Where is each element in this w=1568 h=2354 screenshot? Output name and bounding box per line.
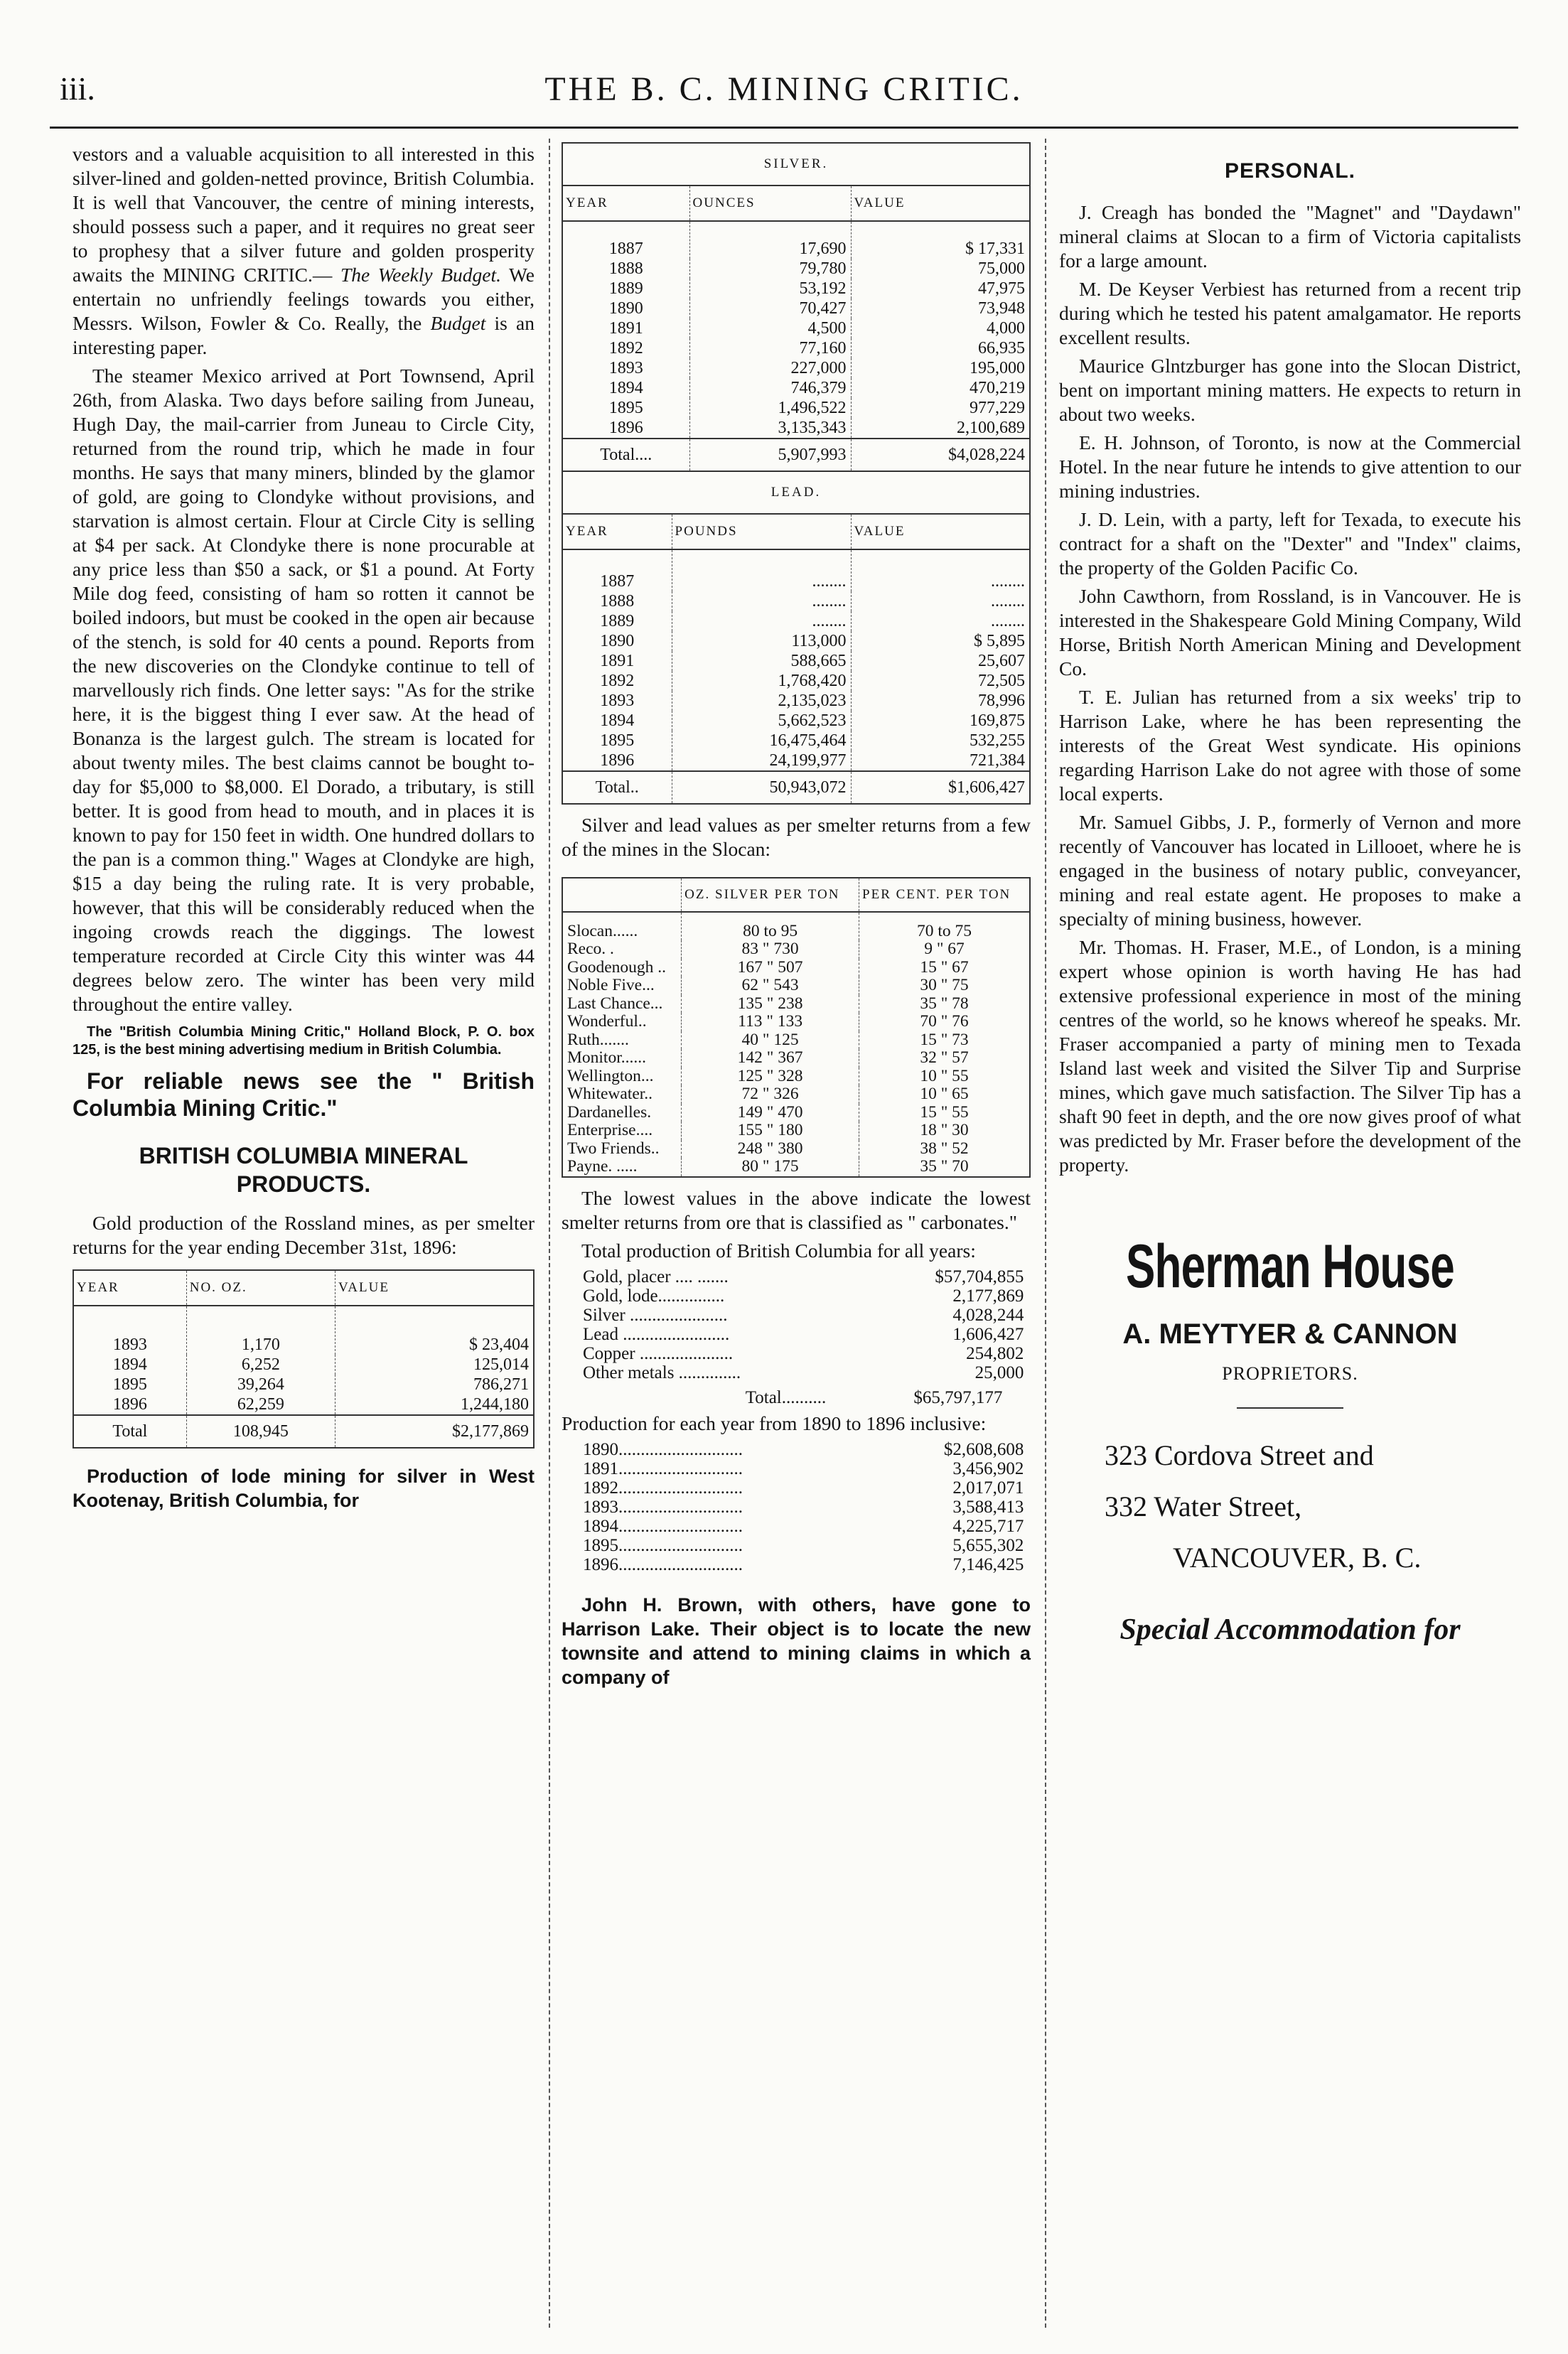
table-cell: 15 " 67 [859,959,1030,977]
table-cell: Noble Five... [567,976,655,994]
table-total-row [563,439,1029,471]
list-item [583,1306,1024,1325]
table-cell: 4,000 [851,318,1029,338]
table-cell: 1896 [112,1395,147,1414]
table-cell: 72,505 [851,671,1029,691]
table-cell: $4,028,224 [851,439,1029,471]
each-year-list [583,1440,1024,1574]
list-item [583,1267,1024,1286]
list-value: 2,177,869 [952,1286,1024,1306]
table-cell: 1,496,522 [689,398,851,418]
table-cell: Two Friends.. [567,1139,660,1158]
list-label: Gold, lode............... [583,1286,725,1306]
table-cell: 1896 [608,419,643,437]
table-cell: 62 " 543 [682,977,859,995]
list-label: Copper ..................... [583,1343,734,1363]
list-value: 1,606,427 [952,1324,1024,1344]
list-label: 1892............................ [583,1478,743,1498]
table-cell: 1887 [608,240,643,258]
table-cell: 588,665 [672,651,851,671]
personal-item: T. E. Julian has returned from a six weeks' trip to Harrison Lake, where he has been representing the interests of the Great West syndicate. His opinions regarding Harrison Lake do not agree with those of some local experts. [1059,686,1521,805]
table-cell: 5,907,993 [689,439,851,471]
table-row [562,1085,1030,1104]
list-item [583,1478,1024,1498]
table-cell: Wellington... [567,1066,654,1085]
mexico-article: The steamer Mexico arrived at Port Townsend, April 26th, from Alaska. Two days before sailing from Juneau, Hugh Day, the mail-carrier from Juneau to Circle City, returned from the round trip, which he made in four months. He says that many miners, blinded by the glamor of gold, are going to Clondyke without provisions, and starvation is almost certain. Flour at Circle City is selling at $4 per sack. At Clondyke there is none procurable at any price less than $50 a sack, or $1 a pound. At Forty Mile dog feed, consisting of ham so rotten it cannot be boiled indoors, but must be cooked in the open air because of the stench, is sold for 40 cents a pound. Reports from the new discoveries on the Clondyke continue to tell of marvellously rich finds. One letter says: "As for the strike here, it is the biggest thing I ever saw. At the head of Bonanza is the largest gulch. The stream is located for about twenty miles. The best claims cannot be bought to-day for $5,000 to $8,000. El Dorado, a tributary, is still better. It is good from head to mouth, and in places it is known to pay for 150 feet in width. One hundred dollars to the pan is a common thing." Wages at Clondyke are high, $15 a day being the ruling rate. It is very probable, however, that this will be considerably reduced when the ingoing crowds reach the diggings. The lowest temperature recorded at Circle City this winter was 44 degrees below zero. The winter has been very mild throughout the entire valley. [73,365,535,1015]
table-row [563,731,1029,751]
table-cell: Goodenough .. [567,957,667,977]
table-header: OUNCES [689,186,851,221]
table-cell: ........ [851,591,1029,611]
table-cell: Slocan...... [567,921,638,940]
list-value: 3,456,902 [952,1458,1024,1478]
table-cell: 35 " 70 [859,1158,1030,1177]
ad-special: Special Accommodation for [1119,1613,1461,1646]
table-cell: $ 5,895 [851,631,1029,651]
table-cell: 1894 [608,379,643,397]
table-row [562,1122,1030,1140]
table-header: VALUE [851,186,1029,221]
table-row [562,912,1030,941]
list-item [583,1536,1024,1555]
ad-address-2: 332 Water Street, [1105,1490,1302,1522]
table-cell: 70 to 75 [859,912,1030,941]
table-row [562,1104,1030,1122]
list-value: 4,028,244 [952,1305,1024,1325]
personal-item: Mr. Thomas. H. Fraser, M.E., of London, is a mining expert whose opinion is worth having He has had extensive professional experience in most of the mining centres of the world, so he knows whereof he speaks. Mr. Fraser accompanied a party of mining men to Texada Island last week and visited the Silver Tip and Surprise mines, which gave much satisfaction. The Silver Tip has a shaft 90 feet in depth, and the ore now gives proof of what was predicted by Mr. Fraser before the development of the property. [1059,936,1521,1176]
table-cell: 53,192 [689,279,851,299]
table-cell: 5,662,523 [672,711,851,731]
table-cell: 1893 [600,692,635,710]
column-divider-1 [549,139,550,2328]
advert-note: The "British Columbia Mining Critic," Holland Block, P. O. box 125, is the best mining advertising medium in British Columbia. [73,1024,535,1058]
table-cell: 248 " 380 [682,1140,859,1159]
table-cell: 18 " 30 [859,1122,1030,1140]
table-header: VALUE [851,515,1029,549]
ad-owners: A. MEYTYER & CANNON [1122,1318,1458,1350]
table-row [73,1375,534,1394]
list-item [583,1517,1024,1536]
header-rule [50,127,1518,129]
total-production-list [583,1267,1024,1382]
table-row [563,711,1029,731]
column-1 [73,142,535,1517]
table-cell: $2,177,869 [335,1415,534,1448]
personal-item: Maurice Glntzburger has gone into the Slocan District, bent on important mining matters. He expects to return in about two weeks. [1059,355,1521,425]
list-item [583,1344,1024,1363]
table-row [563,651,1029,671]
table-cell: Total.... [563,439,689,471]
list-value: 4,225,717 [952,1516,1024,1536]
table-header: PER CENT. PER TON [859,878,1030,912]
table-header [562,878,682,912]
silver-caption: SILVER. [563,144,1029,186]
personal-title: PERSONAL. [1224,159,1356,183]
table-cell: 66,935 [851,338,1029,358]
table-cell: 1888 [600,592,635,611]
table-cell: 30 " 75 [859,977,1030,995]
table-cell: 195,000 [851,358,1029,378]
table-row [563,691,1029,711]
table-cell: 25,607 [851,651,1029,671]
table-cell: 1895 [600,731,635,750]
table-cell: 1892 [608,339,643,358]
column-2 [562,142,1031,1694]
table-row [563,549,1029,591]
table-cell: 35 " 78 [859,995,1030,1014]
table-header: YEAR [563,186,689,221]
table-cell: 83 " 730 [682,940,859,959]
table-cell: 470,219 [851,378,1029,398]
table-cell: Monitor...... [567,1048,646,1067]
list-label: 1891............................ [583,1458,743,1478]
table-cell: $ 17,331 [851,221,1029,259]
table-cell: 1,244,180 [335,1394,534,1415]
list-label: Silver ...................... [583,1305,728,1325]
table-cell: 47,975 [851,279,1029,299]
list-value: 254,802 [966,1343,1024,1363]
table-row [562,977,1030,995]
table-cell: 155 " 180 [682,1122,859,1140]
table-cell: 50,943,072 [672,771,851,803]
list-value: 5,655,302 [952,1535,1024,1555]
table-cell: 1889 [608,279,643,298]
newspaper-title: THE B. C. MINING CRITIC. [544,70,1024,108]
table-row [563,398,1029,418]
table-cell: 6,252 [186,1355,335,1375]
table-cell: 4,500 [689,318,851,338]
table-cell: ........ [672,591,851,611]
table-cell: 1896 [600,751,635,770]
ad-address-3: VANCOUVER, B. C. [1173,1542,1422,1574]
table-row [563,299,1029,318]
table-cell: 1,170 [186,1306,335,1355]
sherman-house-ad: Sherman House [1125,1232,1455,1301]
table-cell: 1887 [600,572,635,591]
list-label: Other metals .............. [583,1363,741,1382]
table-cell: 24,199,977 [672,751,851,771]
table-cell: 135 " 238 [682,995,859,1014]
table-row [563,591,1029,611]
table-header: VALUE [335,1270,534,1306]
personal-section [1059,200,1521,1177]
table-cell: 1889 [600,612,635,630]
list-label: 1895............................ [583,1535,743,1555]
table-cell: 1891 [608,319,643,338]
lead-caption: LEAD. [563,472,1029,515]
lead-table [562,471,1031,805]
personal-item: M. De Keyser Verbiest has returned from a recent trip during which he tested his patent amalgamator. He reports excellent results. [1059,278,1521,348]
list-label: Gold, placer .... ....... [583,1267,729,1286]
mines-table [562,877,1031,1178]
list-value: 7,146,425 [952,1554,1024,1574]
reliable-news: For reliable news see the " British Columbia Mining Critic." [73,1068,535,1121]
table-row [562,995,1030,1014]
table-cell: 10 " 55 [859,1068,1030,1086]
list-value: $2,608,608 [943,1439,1024,1459]
table-cell: ........ [672,549,851,591]
ad-address-1: 323 Cordova Street and [1105,1439,1374,1471]
table-row [563,338,1029,358]
table-row [562,1013,1030,1031]
table-cell: 532,255 [851,731,1029,751]
table-cell: 17,690 [689,221,851,259]
table-cell: 125 " 328 [682,1068,859,1086]
list-item [583,1286,1024,1306]
personal-item: J. Creagh has bonded the "Magnet" and "Daydawn" mineral claims at Slocan to a firm of Victoria capitalists for a large amount. [1059,201,1521,272]
table-cell: 1892 [600,672,635,690]
table-row [562,1158,1030,1177]
table-row [562,1140,1030,1159]
table-cell: 3,135,343 [689,418,851,439]
table-cell: 1894 [600,711,635,730]
table-cell: 77,160 [689,338,851,358]
list-item [583,1555,1024,1574]
table-cell: 80 " 175 [682,1158,859,1177]
table-cell: 2,100,689 [851,418,1029,439]
table-cell: 113,000 [672,631,851,651]
ad-proprietors: PROPRIETORS. [1222,1363,1358,1384]
list-value: 25,000 [974,1363,1024,1382]
table-cell: 125,014 [335,1355,534,1375]
bc-mineral-title: BRITISH COLUMBIA MINERAL PRODUCTS. [139,1143,468,1197]
gold-intro: Gold production of the Rossland mines, as per smelter returns for the year ending December 31st, 1896: [73,1212,535,1258]
table-cell: Ruth....... [567,1030,629,1049]
table-cell: Payne. ..... [567,1157,638,1176]
table-cell: 1895 [608,399,643,417]
personal-item: John Cawthorn, from Rossland, is in Vancouver. He is interested in the Shakespeare Gold Mining Company, Wild Horse, British North American Mining and Development Co. [1059,585,1521,679]
table-cell: 16,475,464 [672,731,851,751]
column-divider-2 [1045,139,1046,2328]
table-cell: $ 23,404 [335,1306,534,1355]
table-cell: 78,996 [851,691,1029,711]
table-cell: 62,259 [186,1394,335,1415]
table-cell: 70 " 76 [859,1013,1030,1031]
table-row [562,940,1030,959]
brown-text: John H. Brown, with others, have gone to Harrison Lake. Their object is to locate the new townsite and attend to mining claims in which a company of [562,1593,1031,1688]
table-cell: Dardanelles. [567,1102,652,1122]
table-cell: 113 " 133 [682,1013,859,1031]
list-label: 1890............................ [583,1439,743,1459]
table-cell: 70,427 [689,299,851,318]
personal-item: J. D. Lein, with a party, left for Texada, to execute his contract for a shaft on the "Dexter" and "Index" claims, the property of the Golden Pacific Co. [1059,508,1521,579]
table-row [563,279,1029,299]
table-total-row [73,1415,534,1448]
table-cell: 80 to 95 [682,912,859,941]
silver-table [562,142,1031,472]
list-value: $57,704,855 [935,1267,1024,1286]
table-cell: 169,875 [851,711,1029,731]
each-year-intro: Production for each year from 1890 to 1896 inclusive: [562,1412,987,1434]
table-row [563,671,1029,691]
total-prod-intro: Total production of British Columbia for all years: [581,1239,976,1262]
table-cell: 786,271 [335,1375,534,1394]
table-row [73,1355,534,1375]
page-header [50,65,1518,122]
table-header: YEAR [563,515,672,549]
table-cell: 1891 [600,652,635,670]
table-cell: 167 " 507 [682,959,859,977]
table-cell: 73,948 [851,299,1029,318]
table-cell: 746,379 [689,378,851,398]
table-cell: Total.. [563,771,672,803]
list-item [583,1498,1024,1517]
table-cell: 1888 [608,259,643,278]
table-total-row [563,771,1029,803]
table-cell: Enterprise.... [567,1121,653,1139]
table-cell: 1890 [600,632,635,650]
table-cell: 1893 [112,1335,147,1354]
lowest-note: The lowest values in the above indicate the lowest smelter returns from ore that is classified as " carbonates." [562,1186,1031,1233]
table-cell: 721,384 [851,751,1029,771]
list-value: 3,588,413 [952,1497,1024,1517]
list-label: Lead ........................ [583,1324,730,1344]
table-cell: 1,768,420 [672,671,851,691]
table-cell: Total [73,1415,186,1448]
table-cell: Reco. . [567,940,614,958]
table-header: NO. OZ. [186,1270,335,1306]
table-cell: Whitewater.. [567,1085,653,1103]
column-3 [1059,142,1521,1646]
table-cell: 40 " 125 [682,1031,859,1050]
table-cell: 108,945 [186,1415,335,1448]
table-row [562,959,1030,977]
table-cell: 142 " 367 [682,1049,859,1068]
table-cell: ........ [672,611,851,631]
table-row [563,611,1029,631]
table-cell: 10 " 65 [859,1085,1030,1104]
table-cell: 227,000 [689,358,851,378]
table-cell: Last Chance... [567,994,663,1013]
table-cell: 15 " 55 [859,1104,1030,1122]
table-cell: 1893 [608,359,643,377]
table-row [563,418,1029,439]
table-row [73,1306,534,1355]
list-value: 2,017,071 [952,1478,1024,1498]
table-row [563,631,1029,651]
table-row [562,1031,1030,1050]
table-cell: 9 " 67 [859,940,1030,959]
personal-item: Mr. Samuel Gibbs, J. P., formerly of Vernon and more recently of Vancouver has located in Lillooet, where he is engaged in the business of notary public, conveyancer, mining and real estate agent. He proposes to make a specialty of mining business, however. [1059,811,1521,930]
table-cell: 75,000 [851,259,1029,279]
table-row [563,751,1029,771]
lode-text: Production of lode mining for silver in West Kootenay, British Columbia, for [73,1466,535,1511]
table-cell: 1894 [112,1355,147,1374]
total-line: Total.......... $65,797,177 [745,1387,1003,1407]
smelter-intro: Silver and lead values as per smelter returns from a few of the mines in the Slocan: [562,814,1031,860]
table-row [563,358,1029,378]
table-cell: 977,229 [851,398,1029,418]
table-cell: Wonderful.. [567,1012,647,1031]
table-cell: 1890 [608,299,643,318]
list-label: 1893............................ [583,1497,743,1517]
table-header: YEAR [73,1270,186,1306]
list-item [583,1440,1024,1459]
page-number: iii. [60,70,95,107]
table-row [73,1394,534,1415]
table-cell: ........ [851,549,1029,591]
table-cell: 1895 [112,1375,147,1394]
table-cell: ........ [851,611,1029,631]
table-row [563,221,1029,259]
list-item [583,1325,1024,1344]
list-label: 1894............................ [583,1516,743,1536]
budget-excerpt: vestors and a valuable acquisition to all interested in this silver-lined and golden-netted province, British Columbia. It is well that Vancouver, the centre of mining interests, should possess such a paper, and it requires no great seer to prophesy that a silver future and golden prosperity awaits the MINING CRITIC.— The Weekly Budget. We entertain no unfriendly feelings towards you either, Messrs. Wilson, Fowler & Co. Really, the Budget is an interesting paper. [73,143,535,358]
table-row [563,378,1029,398]
table-cell: $1,606,427 [851,771,1029,803]
table-row [563,259,1029,279]
table-cell: 38 " 52 [859,1140,1030,1159]
ad-divider [1237,1407,1343,1409]
table-cell: 2,135,023 [672,691,851,711]
table-cell: 32 " 57 [859,1049,1030,1068]
table-header: OZ. SILVER PER TON [682,878,859,912]
table-row [562,1068,1030,1086]
table-row [562,1049,1030,1068]
table-cell: 15 " 73 [859,1031,1030,1050]
gold-table [73,1269,535,1449]
list-label: 1896............................ [583,1554,743,1574]
table-cell: 79,780 [689,259,851,279]
list-item [583,1459,1024,1478]
table-cell: 72 " 326 [682,1085,859,1104]
table-cell: 39,264 [186,1375,335,1394]
list-item [583,1363,1024,1382]
table-cell: 149 " 470 [682,1104,859,1122]
table-header: POUNDS [672,515,851,549]
personal-item: E. H. Johnson, of Toronto, is now at the Commercial Hotel. In the near future he intends to give attention to our mining industries. [1059,431,1521,502]
table-row [563,318,1029,338]
